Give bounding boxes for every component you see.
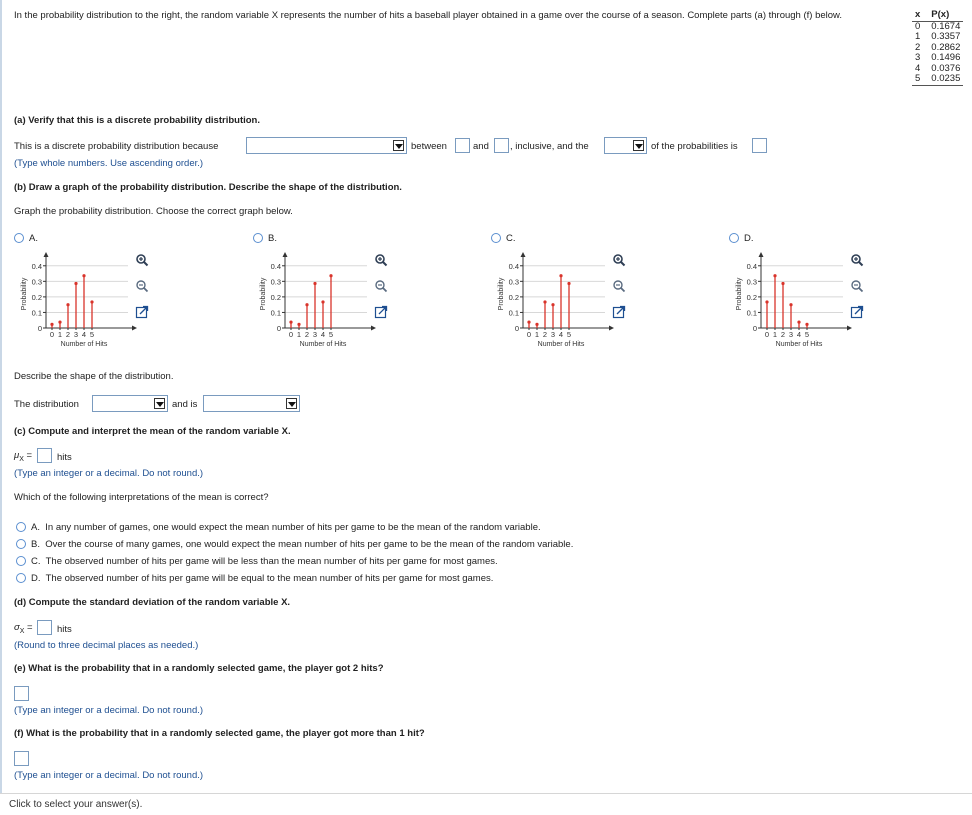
bar-dot	[90, 300, 93, 303]
word-between: between	[411, 141, 447, 152]
y-tick-label: 0	[37, 324, 42, 333]
bar-dot	[50, 323, 53, 326]
x-tick-label: 3	[788, 330, 794, 339]
table-cell-px: 0.2862	[931, 41, 961, 53]
bar-dot	[321, 300, 324, 303]
y-tick-label: 0.2	[31, 292, 42, 302]
y-tick-label: 0.3	[746, 277, 757, 287]
radio-button[interactable]	[16, 573, 26, 583]
x-tick-label: 4	[81, 330, 87, 339]
bar-dot	[543, 300, 546, 303]
table-cell-x: 3	[915, 52, 921, 63]
bar-dot	[551, 303, 554, 306]
chevron-down-icon	[154, 398, 165, 409]
choice-text: Over the course of many games, one would expect the mean number of hits per game to be the mean of the random variable.	[45, 539, 574, 550]
bar-dot	[535, 323, 538, 326]
graph-chart-b	[255, 250, 385, 360]
bar-dot	[781, 282, 784, 285]
bar-dot	[289, 321, 292, 324]
y-tick-label: 0.1	[746, 308, 757, 318]
expand-icon[interactable]	[850, 305, 864, 319]
x-tick-label: 5	[89, 330, 95, 339]
part-a-sentence-start: This is a discrete probability distribution because	[14, 141, 219, 152]
bar-dot	[82, 274, 85, 277]
x-tick-label: 1	[534, 330, 540, 339]
expand-icon[interactable]	[135, 305, 149, 319]
bar-dot	[789, 303, 792, 306]
x-axis-arrow	[609, 326, 614, 331]
zoom-in-icon[interactable]	[850, 253, 864, 267]
zoom-out-icon[interactable]	[850, 279, 864, 293]
mu-subscript: X	[19, 455, 24, 463]
zoom-in-icon[interactable]	[612, 253, 626, 267]
choice-text: In any number of games, one would expect the mean number of hits per game to be the mean of the random variable.	[45, 522, 541, 533]
part-a-reason-dropdown[interactable]	[246, 137, 407, 154]
expand-icon[interactable]	[374, 305, 388, 319]
part-c-question: Which of the following interpretations of the mean is correct?	[14, 492, 269, 503]
x-tick-label: 4	[320, 330, 326, 339]
sd-unit: hits	[57, 624, 72, 635]
x-tick-label: 5	[804, 330, 810, 339]
x-tick-label: 5	[566, 330, 572, 339]
x-tick-label: 0	[526, 330, 532, 339]
y-axis-label: Probability	[736, 277, 743, 311]
x-axis-arrow	[132, 326, 137, 331]
sum-input[interactable]	[752, 138, 767, 153]
y-tick-label: 0.2	[270, 292, 281, 302]
x-tick-label: 5	[328, 330, 334, 339]
y-tick-label: 0.4	[270, 261, 281, 271]
table-cell-px: 0.1674	[931, 20, 961, 32]
choice-text: The observed number of hits per game will be less than the mean number of hits per game for most games.	[45, 556, 498, 567]
radio-button[interactable]	[16, 539, 26, 549]
y-tick-label: 0.4	[508, 261, 519, 271]
y-tick-label: 0.2	[746, 292, 757, 302]
part-d-heading: (d) Compute the standard deviation of the random variable X.	[14, 597, 291, 608]
bar-dot	[527, 321, 530, 324]
mean-choice-c[interactable]	[16, 556, 498, 567]
x-tick-label: 2	[304, 330, 310, 339]
y-tick-label: 0.2	[508, 292, 519, 302]
graph-option-d[interactable]	[729, 233, 754, 244]
problem-intro: In the probability distribution to the right, the random variable X represents the number of hits a baseball player obtained in a game over the course of a season. Complete parts (a) through (f) below.	[14, 10, 843, 21]
x-tick-label: 4	[558, 330, 564, 339]
x-tick-label: 1	[772, 330, 778, 339]
table-cell-px: 0.3357	[931, 31, 961, 42]
word-and: and	[473, 141, 489, 152]
chevron-down-icon	[286, 398, 297, 409]
x-tick-label: 3	[312, 330, 318, 339]
chevron-down-icon	[393, 140, 404, 151]
y-tick-label: 0.4	[31, 261, 42, 271]
graph-option-b[interactable]	[253, 233, 277, 244]
table-cell-x: 4	[915, 62, 921, 74]
radio-button[interactable]	[14, 233, 24, 243]
y-axis-arrow	[521, 252, 526, 257]
table-cell-x: 5	[912, 74, 928, 85]
bar-dot	[305, 303, 308, 306]
part-d-hint: (Round to three decimal places as needed.)	[14, 640, 199, 651]
bar-dot	[58, 321, 61, 324]
shape-dropdown-2[interactable]	[203, 395, 300, 412]
y-axis-arrow	[44, 252, 49, 257]
left-rule	[0, 0, 2, 793]
x-tick-label: 0	[49, 330, 55, 339]
bar-dot	[797, 321, 800, 324]
mu-symbol: μ	[14, 450, 20, 461]
bar-dot	[297, 323, 300, 326]
footer-status: Click to select your answer(s).	[9, 799, 143, 810]
distribution-table	[912, 10, 963, 86]
table-cell-x: 1	[915, 31, 921, 42]
radio-button[interactable]	[16, 556, 26, 566]
radio-button[interactable]	[729, 233, 739, 243]
graph-option-label: B.	[268, 233, 277, 244]
x-axis-label: Number of Hits	[775, 341, 823, 348]
upper-bound-input[interactable]	[494, 138, 509, 153]
part-e-input[interactable]	[14, 686, 29, 701]
table-row	[912, 74, 963, 85]
part-c-hint: (Type an integer or a decimal. Do not round.)	[14, 468, 204, 479]
zoom-out-icon[interactable]	[135, 279, 149, 293]
mean-choice-d[interactable]	[16, 573, 493, 584]
graph-chart-d	[731, 250, 861, 360]
table-cell-px: 0.1496	[931, 52, 961, 63]
expand-icon[interactable]	[612, 305, 626, 319]
table-cell-px: 0.0376	[931, 62, 961, 74]
x-tick-label: 1	[57, 330, 63, 339]
bar-dot	[329, 274, 332, 277]
part-f-input[interactable]	[14, 751, 29, 766]
part-e-heading: (e) What is the probability that in a randomly selected game, the player got 2 hits?	[14, 663, 384, 674]
x-tick-label: 0	[288, 330, 294, 339]
sigma-symbol: σ	[14, 622, 20, 633]
choice-label: C.	[31, 556, 41, 567]
chevron-down-icon	[633, 140, 644, 151]
x-axis-arrow	[371, 326, 376, 331]
zoom-out-icon[interactable]	[612, 279, 626, 293]
shape-start: The distribution	[14, 399, 79, 410]
y-tick-label: 0.1	[508, 308, 519, 318]
bar-dot	[567, 282, 570, 285]
zoom-in-icon[interactable]	[135, 253, 149, 267]
part-a-hint: (Type whole numbers. Use ascending order.)	[14, 158, 204, 169]
choice-label: D.	[31, 573, 41, 584]
x-tick-label: 3	[550, 330, 556, 339]
zoom-in-icon[interactable]	[374, 253, 388, 267]
bar-dot	[773, 274, 776, 277]
sigma-subscript: X	[19, 627, 25, 635]
bar-dot	[74, 282, 77, 285]
shape-dropdown-1[interactable]	[92, 395, 168, 412]
mean-unit: hits	[57, 452, 72, 463]
table-header-x: x	[912, 10, 928, 21]
sd-input[interactable]	[37, 620, 52, 635]
mean-row: $\mu_X$ =	[14, 450, 33, 463]
part-a-aggregate-dropdown[interactable]	[604, 137, 647, 154]
table-header-px: P(x)	[928, 10, 963, 21]
table-cell-x: 2	[915, 41, 921, 53]
zoom-out-icon[interactable]	[374, 279, 388, 293]
part-a-heading: (a) Verify that this is a discrete probability distribution.	[14, 115, 260, 126]
bar-dot	[559, 274, 562, 277]
bar-dot	[805, 323, 808, 326]
y-axis-arrow	[759, 252, 764, 257]
y-tick-label: 0.1	[31, 308, 42, 318]
table-row	[912, 32, 963, 43]
choice-label: A.	[31, 522, 40, 533]
x-tick-label: 2	[542, 330, 548, 339]
x-tick-label: 3	[73, 330, 79, 339]
y-tick-label: 0	[514, 324, 519, 333]
x-axis-label: Number of Hits	[299, 341, 347, 348]
y-tick-label: 0	[752, 324, 757, 333]
y-axis-label: Probability	[498, 277, 505, 311]
part-c-heading: (c) Compute and interpret the mean of the random variable X.	[14, 426, 291, 437]
bar-dot	[66, 303, 69, 306]
x-tick-label: 1	[296, 330, 302, 339]
radio-button[interactable]	[253, 233, 263, 243]
graph-chart-c	[493, 250, 623, 360]
y-tick-label: 0.3	[508, 277, 519, 287]
graph-option-label: D.	[744, 233, 754, 244]
x-axis-label: Number of Hits	[60, 341, 108, 348]
part-f-hint: (Type an integer or a decimal. Do not round.)	[14, 770, 204, 781]
graph-option-c[interactable]	[491, 233, 516, 244]
word-inclusive: , inclusive, and the	[510, 141, 589, 152]
part-b-instruction: Graph the probability distribution. Choose the correct graph below.	[14, 206, 293, 217]
graph-option-a[interactable]	[14, 233, 38, 244]
y-axis-label: Probability	[260, 277, 267, 311]
word-of-probs: of the probabilities is	[651, 141, 738, 152]
radio-button[interactable]	[16, 522, 26, 532]
y-tick-label: 0.3	[270, 277, 281, 287]
mean-choice-b[interactable]	[16, 539, 573, 550]
bar-dot	[313, 282, 316, 285]
y-tick-label: 0.4	[746, 261, 757, 271]
table-cell-px: 0.0235	[928, 74, 963, 85]
x-tick-label: 2	[780, 330, 786, 339]
graph-chart-a	[16, 250, 146, 360]
bar-dot	[765, 300, 768, 303]
y-axis-arrow	[283, 252, 288, 257]
choice-label: B.	[31, 539, 40, 550]
shape-prompt: Describe the shape of the distribution.	[14, 371, 174, 382]
mean-input[interactable]	[37, 448, 52, 463]
y-tick-label: 0.3	[31, 277, 42, 287]
x-tick-label: 4	[796, 330, 802, 339]
shape-and-is: and is	[172, 399, 198, 410]
table-cell-x: 0	[915, 20, 921, 32]
part-e-hint: (Type an integer or a decimal. Do not round.)	[14, 705, 204, 716]
y-tick-label: 0.1	[270, 308, 281, 318]
footer-rule	[0, 793, 972, 794]
graph-option-label: C.	[506, 233, 516, 244]
y-tick-label: 0	[276, 324, 281, 333]
x-tick-label: 0	[764, 330, 770, 339]
x-axis-arrow	[847, 326, 852, 331]
x-axis-label: Number of Hits	[537, 341, 585, 348]
sd-row: $\sigma_X$ =	[14, 622, 33, 635]
choice-text: The observed number of hits per game will be equal to the mean number of hits per game for most games.	[45, 573, 494, 584]
graph-option-label: A.	[29, 233, 38, 244]
y-axis-label: Probability	[21, 277, 28, 311]
part-b-heading: (b) Draw a graph of the probability distribution. Describe the shape of the distribution.	[14, 182, 402, 193]
x-tick-label: 2	[65, 330, 71, 339]
lower-bound-input[interactable]	[455, 138, 470, 153]
part-f-heading: (f) What is the probability that in a randomly selected game, the player got more than 1 hit?	[14, 728, 425, 739]
mean-choice-a[interactable]	[16, 522, 541, 533]
radio-button[interactable]	[491, 233, 501, 243]
table-row	[912, 53, 963, 64]
